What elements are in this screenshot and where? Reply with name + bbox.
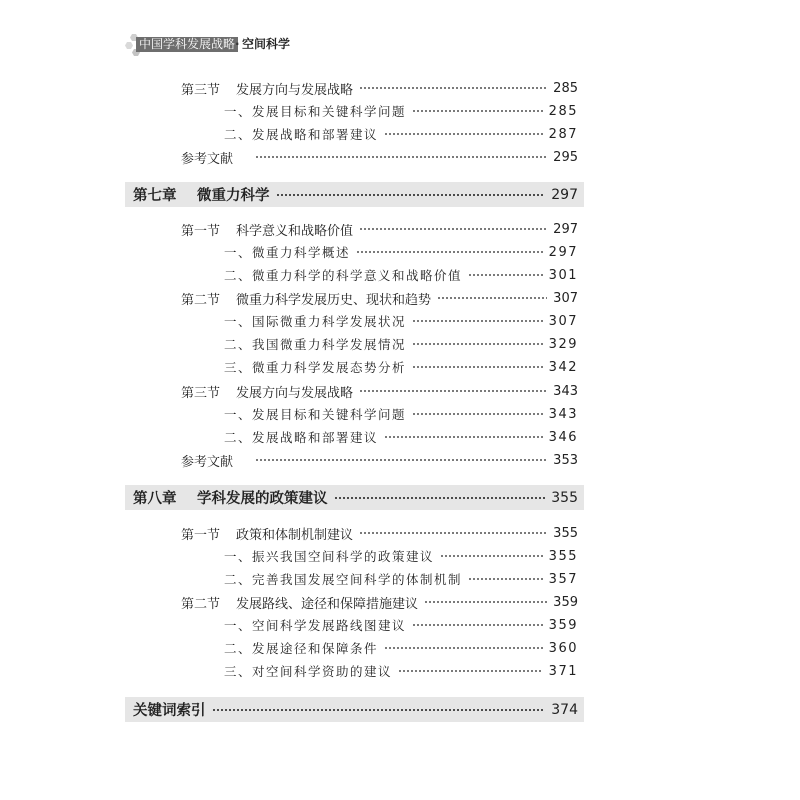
toc-item[interactable] (224, 545, 578, 567)
toc-section[interactable] (181, 287, 578, 309)
toc-item[interactable] (224, 310, 578, 332)
toc-references[interactable] (181, 449, 578, 471)
toc-page: 297 (553, 221, 578, 237)
dot-leader (359, 532, 547, 534)
dot-leader (384, 647, 543, 649)
dot-leader (468, 578, 543, 580)
toc-section[interactable] (181, 591, 578, 613)
toc-title: 一、微重力科学概述 (224, 245, 351, 260)
toc-section[interactable] (181, 77, 578, 99)
dot-leader (440, 555, 543, 557)
toc-item[interactable] (224, 264, 578, 286)
toc-number: 第一节 (181, 223, 221, 239)
toc-number: 第二节 (181, 292, 221, 308)
toc-section[interactable] (181, 522, 578, 544)
dot-leader (412, 366, 543, 368)
toc-page: 285 (553, 80, 578, 96)
toc-page: 346 (548, 429, 578, 445)
dot-leader (412, 413, 543, 415)
toc-item[interactable] (224, 614, 578, 636)
toc-page: 295 (553, 149, 578, 165)
toc-item[interactable] (224, 123, 578, 145)
toc-item[interactable] (224, 660, 578, 682)
toc-page: 374 (551, 701, 578, 718)
dot-leader (255, 459, 547, 461)
toc-number: 第三节 (181, 385, 221, 401)
series-title: 中国学科发展战略 (136, 37, 238, 52)
toc-page: 355 (548, 548, 578, 564)
toc-title: 参考文献 (181, 151, 234, 167)
toc-page: 297 (551, 186, 578, 203)
dot-leader (384, 133, 543, 135)
dot-leader (384, 436, 543, 438)
toc-page: 357 (548, 571, 578, 587)
toc-title: 一、空间科学发展路线图建议 (224, 618, 407, 633)
toc-title: 二、我国微重力科学发展情况 (224, 337, 407, 352)
toc-title: 发展方向与发展战略 (236, 82, 354, 98)
toc-section[interactable] (181, 218, 578, 240)
toc-number: 第二节 (181, 596, 221, 612)
toc-item[interactable] (224, 100, 578, 122)
dot-leader (255, 156, 547, 158)
toc-page: 343 (553, 383, 578, 399)
toc-page: 307 (548, 313, 578, 329)
toc-item[interactable] (224, 333, 578, 355)
toc-number: 第七章 (133, 188, 177, 204)
toc-title: 政策和体制机制建议 (236, 527, 354, 543)
dot-leader (359, 87, 547, 89)
toc-title: 一、国际微重力科学发展状况 (224, 314, 407, 329)
toc-number: 第八章 (133, 491, 177, 507)
toc-page: 342 (548, 359, 578, 375)
dot-leader (276, 194, 546, 196)
toc-item[interactable] (224, 241, 578, 263)
toc-title: 二、发展战略和部署建议 (224, 127, 379, 142)
toc-item[interactable] (224, 637, 578, 659)
toc-title: 科学意义和战略价值 (236, 223, 354, 239)
book-title: 空间科学 (242, 37, 291, 51)
toc-page: 307 (553, 290, 578, 306)
toc-chapter-keyword-index[interactable] (125, 697, 584, 722)
toc-title: 二、发展途径和保障条件 (224, 641, 379, 656)
toc-section[interactable] (181, 380, 578, 402)
toc-item[interactable] (224, 356, 578, 378)
toc-item[interactable] (224, 568, 578, 590)
toc-chapter[interactable] (125, 182, 584, 207)
toc-title: 发展路线、途径和保障措施建议 (236, 596, 419, 612)
dot-leader (398, 670, 543, 672)
dot-leader (334, 497, 546, 499)
toc-page: 329 (548, 336, 578, 352)
running-header (124, 32, 364, 56)
toc-title: 二、发展战略和部署建议 (224, 430, 379, 445)
toc-item[interactable] (224, 426, 578, 448)
toc-number: 第一节 (181, 527, 221, 543)
dot-leader (359, 390, 547, 392)
dot-leader (424, 601, 547, 603)
toc-page: 360 (548, 640, 578, 656)
toc-title: 二、微重力科学的科学意义和战略价值 (224, 268, 463, 283)
toc-title: 一、发展目标和关键科学问题 (224, 104, 407, 119)
toc-title: 一、振兴我国空间科学的政策建议 (224, 549, 435, 564)
toc-page: 359 (548, 617, 578, 633)
toc-title: 发展方向与发展战略 (236, 385, 354, 401)
header-separator: · (235, 37, 240, 51)
toc-chapter[interactable] (125, 485, 584, 510)
toc-title: 参考文献 (181, 454, 234, 470)
toc-title: 关键词索引 (133, 703, 206, 719)
dot-leader (468, 274, 543, 276)
toc-page: 355 (551, 489, 578, 506)
dot-leader (412, 343, 543, 345)
dot-leader (412, 624, 543, 626)
toc-item[interactable] (224, 403, 578, 425)
dot-leader (359, 228, 547, 230)
toc-page: 355 (553, 525, 578, 541)
toc-title: 学科发展的政策建议 (197, 491, 328, 507)
toc-title: 微重力科学发展历史、现状和趋势 (236, 292, 432, 308)
toc-title: 三、微重力科学发展态势分析 (224, 360, 407, 375)
toc-page: 285 (548, 103, 578, 119)
toc-page: 301 (548, 267, 578, 283)
toc-title: 一、发展目标和关键科学问题 (224, 407, 407, 422)
toc-title: 微重力科学 (197, 188, 270, 204)
toc-number: 第三节 (181, 82, 221, 98)
dot-leader (437, 297, 547, 299)
dot-leader (412, 320, 543, 322)
dot-leader (356, 251, 543, 253)
toc-page: 353 (553, 452, 578, 468)
toc-page: 297 (548, 244, 578, 260)
toc-page: 287 (548, 126, 578, 142)
toc-page: 343 (548, 406, 578, 422)
toc-title: 二、完善我国发展空间科学的体制机制 (224, 572, 463, 587)
dot-leader (212, 709, 546, 711)
toc-page: 359 (553, 594, 578, 610)
dot-leader (412, 110, 543, 112)
toc-references[interactable] (181, 146, 578, 168)
toc-title: 三、对空间科学资助的建议 (224, 664, 393, 679)
toc-page: 371 (548, 663, 578, 679)
